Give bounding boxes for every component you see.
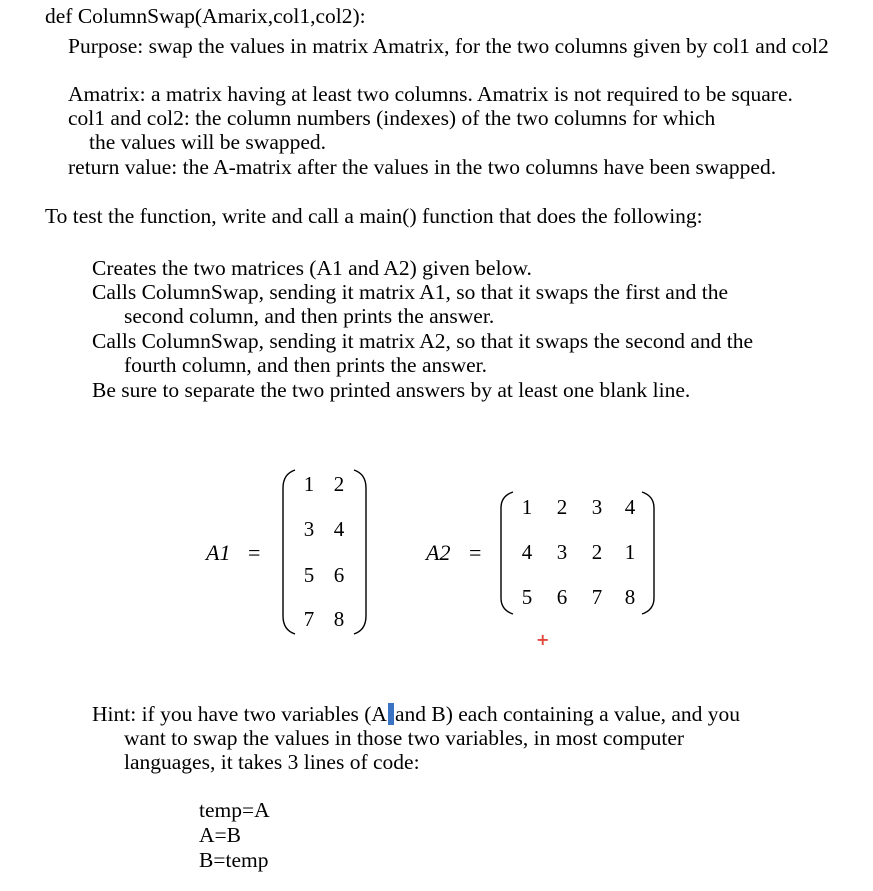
matrix-a2-cell: 5: [521, 585, 533, 609]
hint-line1-start: Hint: if you have two variables (A: [92, 702, 387, 726]
step-swap-a2-line2: fourth column, and then prints the answer.: [124, 353, 488, 377]
matrix-a1-cell: 5: [303, 563, 315, 587]
matrix-a1-left-paren: [281, 468, 297, 636]
step-swap-a2-line1: Calls ColumnSwap, sending it matrix A2, so that it swaps the second and the: [92, 329, 754, 353]
matrix-a2-cell: 4: [624, 495, 636, 519]
hint-line1: [92, 702, 740, 726]
matrix-a2-equals: =: [469, 540, 482, 565]
matrix-a2-label: A2: [426, 540, 451, 565]
step-create: Creates the two matrices (A1 and A2) given below.: [92, 256, 532, 280]
matrix-a2-left-paren: [499, 490, 515, 616]
matrix-a2-cell: 1: [521, 495, 533, 519]
function-signature: def ColumnSwap(Amarix,col1,col2):: [45, 4, 366, 28]
code-line-b: B=temp: [199, 848, 269, 872]
matrix-a2-cell: 3: [556, 540, 568, 564]
matrix-a2-cell: 4: [521, 540, 533, 564]
test-intro: To test the function, write and call a main() function that does the following:: [45, 204, 703, 228]
param-cols-line1: col1 and col2: the column numbers (indexes) of the two columns for which: [68, 106, 716, 130]
code-line-a: A=B: [199, 823, 241, 847]
matrix-a2-cell: 7: [591, 585, 603, 609]
code-line-temp: temp=A: [199, 798, 270, 822]
matrix-a2-cell: 2: [556, 495, 568, 519]
matrix-a2-cell: 8: [624, 585, 636, 609]
return-value: return value: the A-matrix after the values in the two columns have been swapped.: [68, 155, 777, 179]
matrix-a2-cell: 3: [591, 495, 603, 519]
matrix-a2-cell: 1: [624, 540, 636, 564]
hint-line3: languages, it takes 3 lines of code:: [124, 750, 420, 774]
matrix-a1-cell: 3: [303, 517, 315, 541]
matrix-a1-right-paren: [352, 468, 368, 636]
matrix-a2-cell: 2: [591, 540, 603, 564]
matrix-a1-cell: 7: [303, 607, 315, 631]
param-cols-line2: the values will be swapped.: [89, 130, 327, 154]
param-amatrix: Amatrix: a matrix having at least two columns. Amatrix is not required to be square.: [68, 82, 793, 106]
matrix-a1-cell: 1: [303, 472, 315, 496]
hint-line1-end: and B) each containing a value, and you: [394, 702, 741, 726]
matrix-a1-cell: 6: [333, 563, 345, 587]
matrix-a2-right-paren: [640, 490, 656, 616]
step-swap-a1-line1: Calls ColumnSwap, sending it matrix A1, so that it swaps the first and the: [92, 280, 728, 304]
text-cursor-icon: [388, 703, 394, 725]
matrix-a1-cell: 8: [333, 607, 345, 631]
matrix-a1-cell: 2: [333, 472, 345, 496]
matrix-a1-cell: 4: [333, 517, 345, 541]
hint-line2: want to swap the values in those two variables, in most computer: [124, 726, 685, 750]
step-separate: Be sure to separate the two printed answers by at least one blank line.: [92, 378, 691, 402]
cursor-crosshair-icon: +: [536, 630, 550, 649]
matrix-a1-equals: =: [248, 540, 261, 565]
matrix-a2-cell: 6: [556, 585, 568, 609]
step-swap-a1-line2: second column, and then prints the answer.: [124, 304, 495, 328]
matrix-a1-label: A1: [206, 540, 231, 565]
purpose-text: Purpose: swap the values in matrix Amatrix, for the two columns given by col1 and col2: [68, 34, 829, 58]
